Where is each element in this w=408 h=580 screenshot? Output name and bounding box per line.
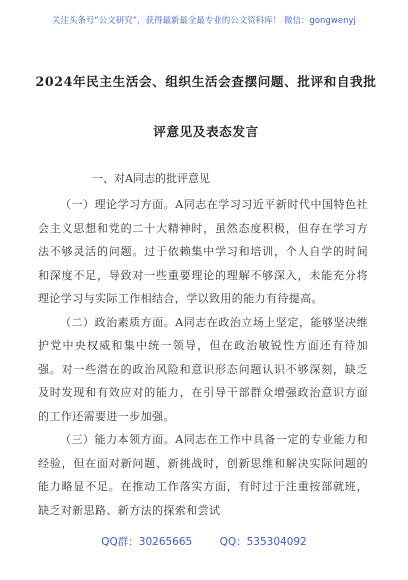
section-heading: 一、对A同志的批评意见 bbox=[92, 172, 210, 185]
paragraph-political-quality: （二）政治素质方面。A同志在政治立场上坚定，能够坚决维护党中央权威和集中统一领导，但在政治敏锐性方面还有待加强。对一些潜在的政治风险和意识形态问题认识不够深刻，缺乏及时发现和有效应对的能力，在引导干部群众增强政治意识方面的工作还需要进一步加强。 bbox=[38, 315, 368, 423]
document-body bbox=[38, 193, 368, 522]
footer-contact bbox=[0, 534, 408, 549]
footer-qq: QQ：535304092 bbox=[219, 536, 307, 548]
footer-qq-group: QQ群：30265665 bbox=[101, 536, 193, 548]
document-title-line-1: 2024年民主生活会、组织生活会查摆问题、批评和自我批 bbox=[35, 74, 377, 89]
document-title-line-2: 评意见及表态发言 bbox=[153, 124, 259, 139]
header-banner: 关注头条号“公文研究”，获得最新最全最专业的公文资料库！ 微信：gongwenyj bbox=[52, 15, 356, 25]
paragraph-ability: （三）能力本领方面。A同志在工作中具备一定的专业能力和经验，但在面对新问题、新挑战时，创新思维和解决实际问题的能力略显不足。在推动工作落实方面，有时过于注重按部就班，缺乏对新思路、新方法的探索和尝试 bbox=[38, 433, 368, 517]
paragraph-theory-study: （一）理论学习方面。A同志在学习习近平新时代中国特色社会主义思想和党的二十大精神时，虽然态度积极，但存在学习方法不够灵活的问题。过于依赖集中学习和培训，个人自学的时间和深度不足，导致对一些重要理论的理解不够深入，未能充分将理论学习与实际工作相结合，学以致用的能力有待提高。 bbox=[38, 198, 368, 305]
